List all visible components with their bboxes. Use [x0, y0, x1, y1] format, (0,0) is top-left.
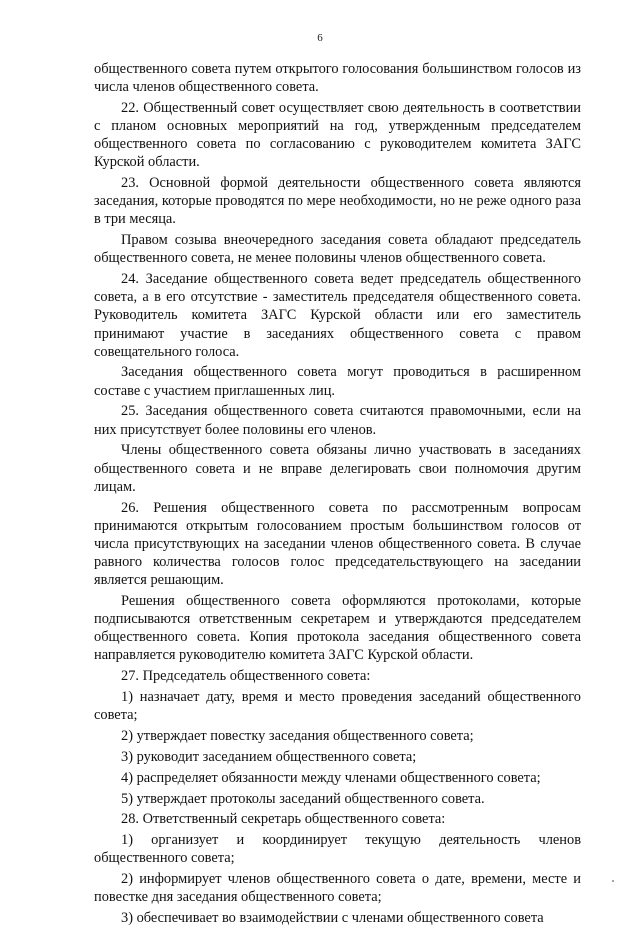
paragraph-p27-1: 1) назначает дату, время и место проведения заседаний общественного совета;: [94, 688, 581, 723]
paragraph-p26: 26. Решения общественного совета по рассмотренным вопросам принимаются открытым голосованием простым большинством голосов от числа присутствующих на заседании членов общественного совета. В случае равного количества голосов голос председательствующего на заседании является решающим.: [94, 499, 581, 588]
paragraph-p28: 28. Ответственный секретарь общественного совета:: [121, 811, 446, 828]
paragraph-p23: 23. Основной формой деятельности общественного совета являются заседания, которые проводятся по мере необходимости, но не реже одного раза в три месяца.: [94, 175, 581, 228]
paragraph-p-cont: общественного совета путем открытого голосования большинством голосов из числа членов общественного совета.: [94, 61, 581, 96]
paragraph-p27-4: 4) распределяет обязанности между членами общественного совета;: [121, 769, 541, 786]
scan-speck: [612, 880, 614, 882]
paragraph-p26b: Решения общественного совета оформляются протоколами, которые подписываются ответственным секретарем и утверждаются председателем общественного совета. Копия протокола заседания общественного совета направляется руководителю комитета ЗАГС Курской области.: [94, 592, 581, 664]
paragraph-p25b: Члены общественного совета обязаны лично участвовать в заседаниях общественного совета и не вправе делегировать свои полномочия другим лицам.: [94, 442, 581, 495]
paragraph-p28-1: 1) организует и координирует текущую деятельность членов общественного совета;: [94, 832, 581, 867]
paragraph-p27-2: 2) утверждает повестку заседания общественного совета;: [121, 727, 474, 744]
paragraph-p22: 22. Общественный совет осуществляет свою деятельность в соответствии с планом основных мероприятий на год, утвержденным председателем общественного совета по согласованию с руководителем комитета ЗАГС Курской области.: [94, 99, 581, 171]
paragraph-p28-3: 3) обеспечивает во взаимодействии с членами общественного совета: [121, 910, 544, 927]
paragraph-p23b: Правом созыва внеочередного заседания совета обладают председатель общественного совета, не менее половины членов общественного совета.: [94, 232, 581, 267]
paragraph-p28-2: 2) информирует членов общественного совета о дате, времени, месте и повестке дня заседания общественного совета;: [94, 871, 581, 906]
paragraph-p27: 27. Председатель общественного совета:: [121, 667, 371, 684]
paragraph-p24b: Заседания общественного совета могут проводиться в расширенном составе с участием приглашенных лиц.: [94, 364, 581, 399]
document-body: [94, 60, 581, 930]
paragraph-p27-3: 3) руководит заседанием общественного совета;: [121, 748, 417, 765]
paragraph-p24: 24. Заседание общественного совета ведет председатель общественного совета, а в его отсутствие - заместитель председателя общественного совета. Руководитель комитета ЗАГС Курской области или его заместитель принимают участие в заседаниях общественного совета с правом совещательного голоса.: [94, 271, 581, 360]
page-number: 6: [317, 32, 323, 44]
paragraph-p27-5: 5) утверждает протоколы заседаний общественного совета.: [121, 790, 485, 807]
paragraph-p25: 25. Заседания общественного совета считаются правомочными, если на них присутствует более половины его членов.: [94, 403, 581, 438]
